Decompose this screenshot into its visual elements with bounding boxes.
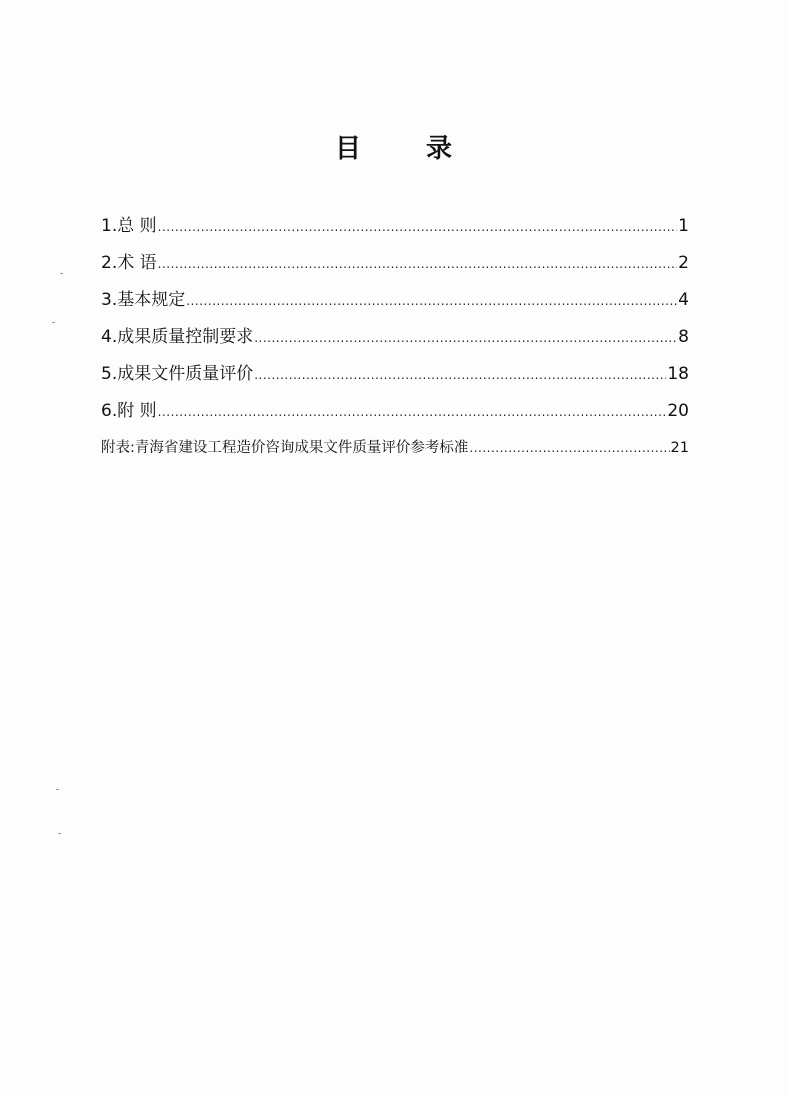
toc-entry-page: 1 — [678, 216, 689, 236]
toc-leader-dots — [158, 209, 678, 246]
toc-entry-page: 18 — [667, 364, 689, 384]
toc-entry-label: 5.成果文件质量评价 — [101, 364, 254, 384]
toc-entry[interactable] — [101, 245, 689, 282]
toc-entry-page: 8 — [678, 327, 689, 347]
toc-entry-label: 4.成果质量控制要求 — [101, 327, 254, 347]
scan-speck — [58, 833, 61, 834]
toc-leader-dots — [158, 394, 667, 431]
toc-leader-dots — [469, 430, 669, 467]
toc-entry-label: 6.附 则 — [101, 401, 157, 421]
toc-entry-page: 21 — [670, 440, 689, 456]
toc-entry[interactable] — [101, 430, 689, 467]
scan-speck — [52, 322, 55, 323]
toc-leader-dots — [254, 357, 666, 394]
toc-entry[interactable] — [101, 282, 689, 319]
toc-entry-page: 20 — [667, 401, 689, 421]
scan-speck — [60, 273, 63, 274]
page-title: 目 录 — [334, 134, 481, 164]
toc-entry-page: 2 — [678, 253, 689, 273]
toc-leader-dots — [254, 320, 677, 357]
toc-leader-dots — [158, 246, 678, 283]
toc-entry[interactable] — [101, 208, 689, 245]
toc-entry-label: 附表:青海省建设工程造价咨询成果文件质量评价参考标准 — [101, 440, 469, 456]
toc-entry-page: 4 — [678, 290, 689, 310]
toc-entry-label: 2.术 语 — [101, 253, 157, 273]
toc-entry-label: 3.基本规定 — [101, 290, 186, 310]
toc-entry[interactable] — [101, 319, 689, 356]
table-of-contents — [101, 208, 689, 467]
toc-entry-label: 1.总 则 — [101, 216, 157, 236]
toc-entry[interactable] — [101, 356, 689, 393]
toc-entry[interactable] — [101, 393, 689, 430]
toc-leader-dots — [186, 283, 677, 320]
scan-speck — [56, 789, 59, 790]
